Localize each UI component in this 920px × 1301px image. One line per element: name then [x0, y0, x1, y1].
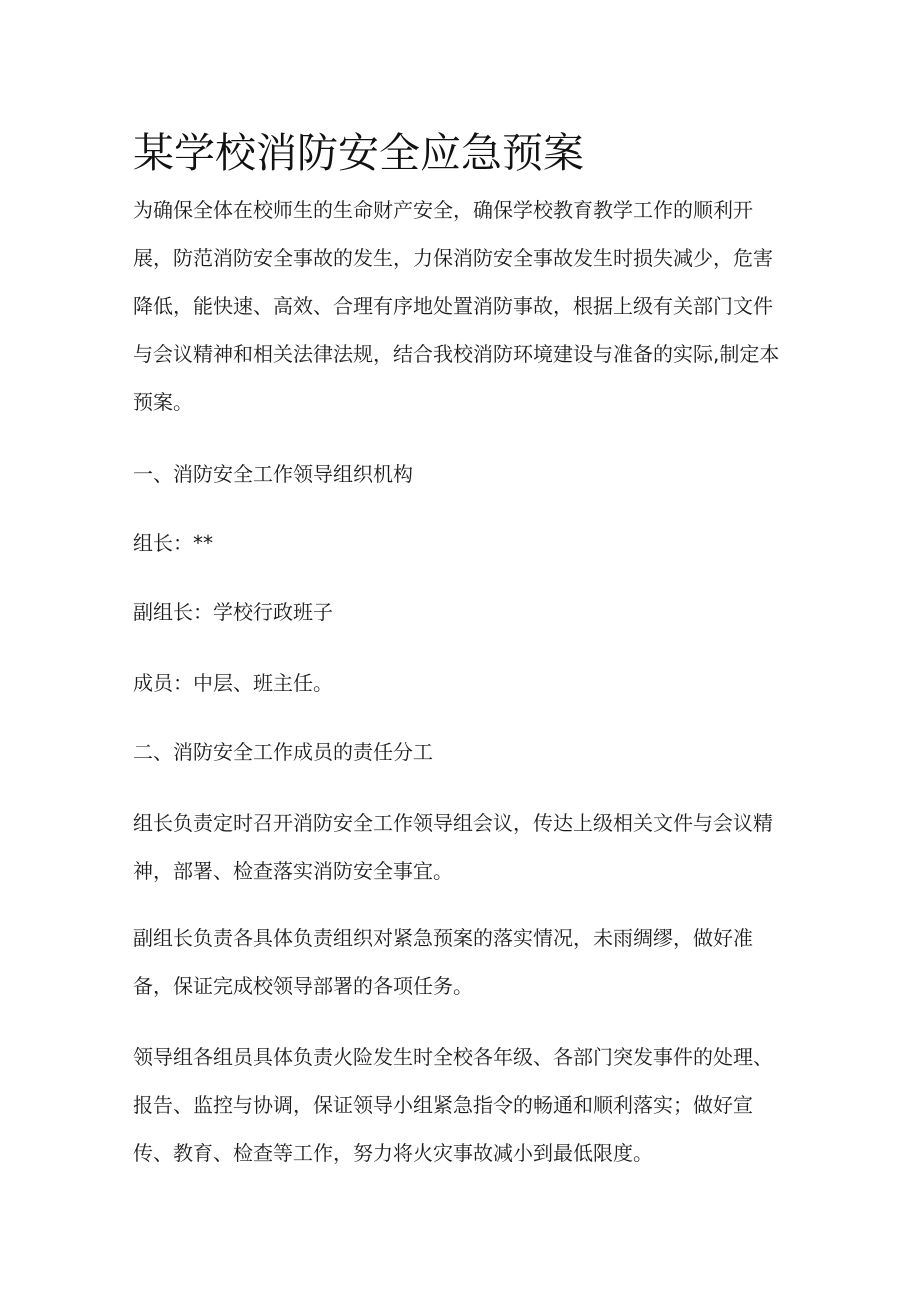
paragraph-line: 组长负责定时召开消防安全工作领导组会议，传达上级相关文件与会议精 [133, 811, 773, 835]
intro-line: 展，防范消防安全事故的发生，力保消防安全事故发生时损失减少，危害 [133, 246, 773, 270]
intro-line: 与会议精神和相关法律法规，结合我校消防环境建设与准备的实际,制定本 [133, 342, 780, 366]
paragraph-line: 备，保证完成校领导部署的各项任务。 [133, 974, 473, 998]
leader-line: 组长：** [133, 531, 213, 555]
document-title: 某学校消防安全应急预案 [133, 129, 584, 177]
deputy-leader-line: 副组长：学校行政班子 [133, 600, 333, 624]
intro-line: 为确保全体在校师生的生命财产安全，确保学校教育教学工作的顺利开 [133, 198, 753, 222]
paragraph-line: 报告、监控与协调，保证领导小组紧急指令的畅通和顺利落实；做好宣 [133, 1093, 753, 1117]
paragraph-line: 传、教育、检查等工作，努力将火灾事故减小到最低限度。 [133, 1141, 653, 1165]
leader-duty-paragraph [133, 799, 813, 895]
paragraph-line: 神，部署、检查落实消防安全事宜。 [133, 859, 453, 883]
members-line: 成员：中层、班主任。 [133, 671, 333, 695]
paragraph-line: 副组长负责各具体负责组织对紧急预案的落实情况，未雨绸缪，做好准 [133, 926, 753, 950]
intro-line: 降低，能快速、高效、合理有序地处置消防事故，根据上级有关部门文件 [133, 294, 773, 318]
intro-line: 预案。 [133, 390, 193, 414]
section2-heading: 二、消防安全工作成员的责任分工 [133, 740, 433, 764]
deputy-duty-paragraph [133, 914, 813, 1010]
members-duty-paragraph [133, 1033, 813, 1177]
paragraph-line: 领导组各组员具体负责火险发生时全校各年级、各部门突发事件的处理、 [133, 1045, 773, 1069]
intro-paragraph [133, 186, 813, 426]
section1-heading: 一、消防安全工作领导组织机构 [133, 462, 413, 486]
